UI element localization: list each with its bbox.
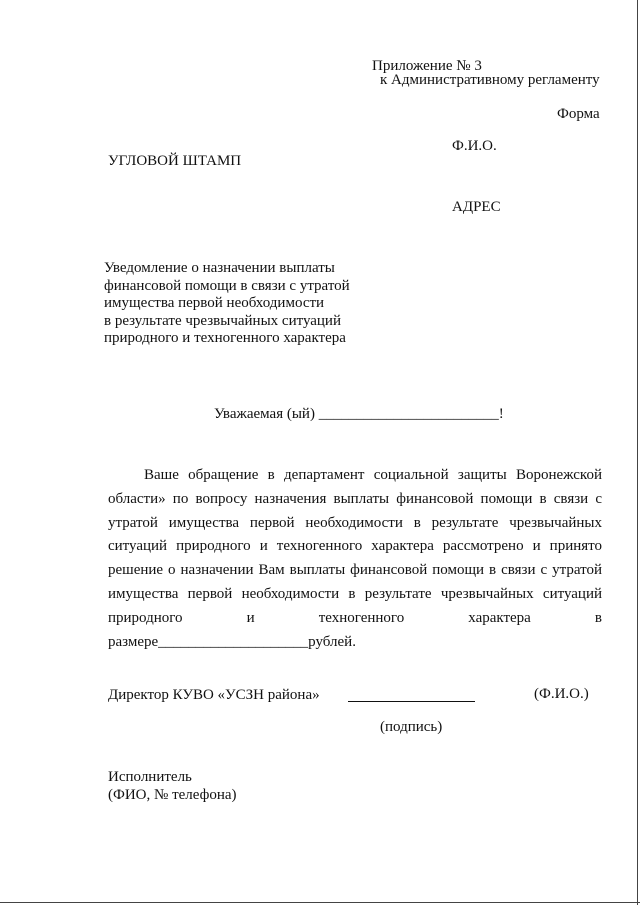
director-fio: (Ф.И.О.)	[534, 686, 589, 702]
notification-body	[108, 464, 602, 654]
appendix-number: Приложение № 3	[372, 58, 482, 74]
subject-line: природного и техногенного характера	[104, 330, 346, 346]
recipient-address: АДРЕС	[452, 199, 501, 215]
body-line: размере____________________рублей.	[108, 633, 356, 650]
executor-label: Исполнитель	[108, 769, 192, 785]
subject-line: в результате чрезвычайных ситуаций	[104, 312, 341, 329]
signature-line	[348, 701, 475, 702]
scan-border-bottom	[0, 902, 640, 903]
director-title: Директор КУВО «УСЗН района»	[108, 687, 320, 703]
body-line: решение о назначении Вам выплаты финансовой помощи в связи с утратой	[108, 562, 602, 579]
notification-subject	[104, 260, 350, 348]
form-label: Форма	[557, 106, 600, 122]
appendix-reference: к Административному регламенту	[380, 72, 600, 88]
body-line: имущества первой необходимости в результате чрезвычайных ситуаций	[108, 585, 602, 602]
body-line: ситуаций природного и техногенного характера рассмотрено и принято	[108, 538, 602, 555]
body-line: Ваше обращение в департамент социальной защиты Воронежской	[144, 467, 602, 483]
corner-stamp: УГЛОВОЙ ШТАМП	[108, 153, 242, 169]
body-line: природного и техногенного характера в	[108, 609, 602, 626]
subject-line: Уведомление о назначении выплаты	[104, 260, 335, 276]
body-line: утратой имущества первой необходимости в результате чрезвычайных	[108, 514, 602, 531]
recipient-fio: Ф.И.О.	[452, 138, 497, 154]
subject-line: имущества первой необходимости	[104, 295, 325, 311]
signature-caption: (подпись)	[380, 719, 443, 735]
executor-contact: (ФИО, № телефона)	[108, 787, 237, 803]
greeting-line: Уважаемая (ый) ________________________!	[214, 406, 504, 422]
body-line: области» по вопросу назначения выплаты финансовой помощи в связи с	[108, 490, 602, 507]
subject-line: финансовой помощи в связи с утратой	[104, 277, 350, 294]
scan-border-right	[637, 0, 638, 905]
